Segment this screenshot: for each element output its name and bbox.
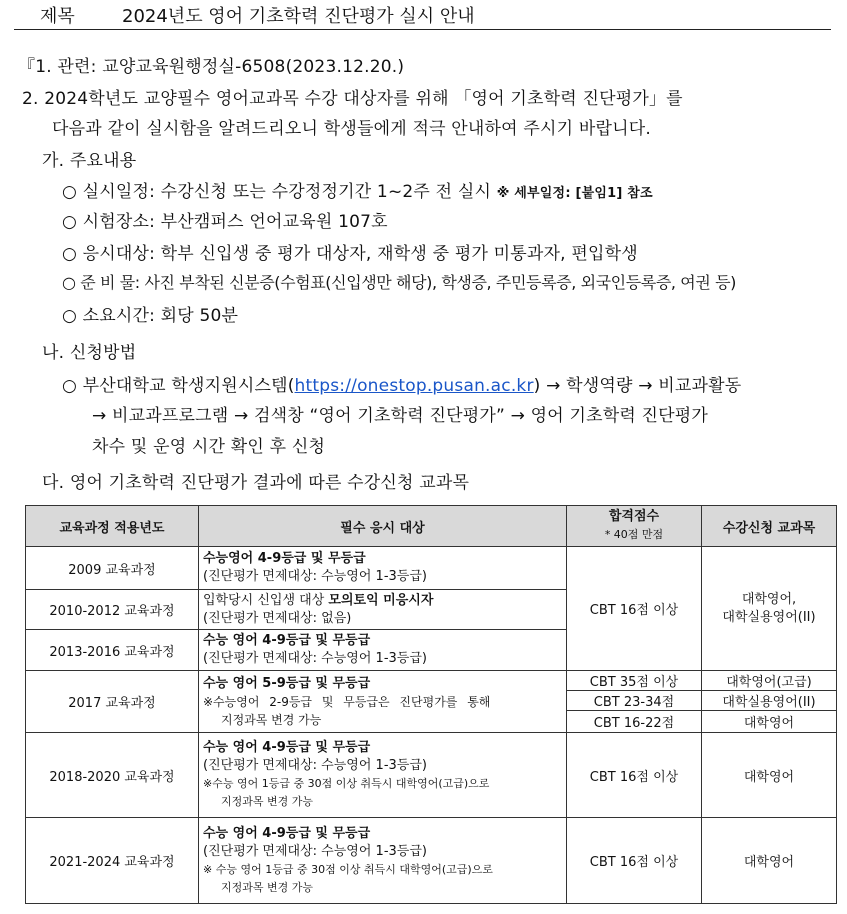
group1-course-2: 대학실용영어(II) — [722, 609, 816, 625]
section-b-heading: 나. 신청방법 — [42, 343, 137, 363]
row-2021-target-4: 지정과목 변경 가능 — [221, 880, 314, 894]
row-2021-course: 대학영어 — [702, 818, 837, 904]
row-2013-target — [199, 630, 567, 671]
row-2013-target-1: 수능 영어 4-9등급 및 무등급 — [203, 633, 371, 648]
schedule-line — [62, 177, 653, 202]
row-2010-target-1-pre: 입학당시 신입생 대상 — [203, 592, 329, 608]
row-2009-target-2: (진단평가 면제대상: 수능영어 1-3등급) — [203, 569, 427, 584]
row-2021-target — [199, 818, 567, 904]
row-2021-year: 2021-2024 교육과정 — [26, 818, 199, 904]
header-course: 수강신청 교과목 — [702, 506, 837, 547]
header-year: 교육과정 적용년도 — [26, 506, 199, 547]
row-2021-target-2: (진단평가 면제대상: 수능영어 1-3등급) — [203, 843, 427, 859]
header-score-label: 합격점수 — [608, 509, 660, 524]
row-2017-score-2: CBT 23-34점 — [567, 691, 702, 711]
row-2010-target-1-bold: 모의토익 미응시자 — [328, 592, 434, 608]
document-title: 2024년도 영어 기초학력 진단평가 실시 안내 — [122, 6, 475, 27]
apply-line-1-pre: ○ 부산대학교 학생지원시스템( — [62, 376, 295, 396]
row-2021-score: CBT 16점 이상 — [567, 818, 702, 904]
row-2017-score-1: CBT 35점 이상 — [567, 671, 702, 691]
group1-course-1: 대학영어, — [741, 591, 797, 607]
row-2018-target — [199, 733, 567, 818]
row-2017-target-1: 수능 영어 5-9등급 및 무등급 — [203, 675, 371, 691]
row-2010-target-2: (진단평가 면제대상: 없음) — [203, 610, 352, 626]
row-2013-target-2: (진단평가 면제대상: 수능영어 1-3등급) — [203, 651, 427, 666]
row-2017-year: 2017 교육과정 — [26, 671, 199, 733]
apply-line-1 — [62, 371, 741, 396]
header-target: 필수 응시 대상 — [199, 506, 567, 547]
section-a-heading: 가. 주요내용 — [42, 151, 137, 171]
group1-score: CBT 16점 이상 — [567, 547, 702, 671]
section-c-heading: 다. 영어 기초학력 진단평가 결과에 따른 수강신청 교과목 — [42, 473, 470, 493]
header-score-note: * 40점 만점 — [604, 528, 664, 541]
venue-line: ○ 시험장소: 부산캠퍼스 언어교육원 107호 — [62, 212, 388, 232]
header-score — [567, 506, 702, 547]
row-2018-target-1: 수능 영어 4-9등급 및 무등급 — [203, 740, 371, 755]
apply-line-2: → 비교과프로그램 → 검색창 “영어 기초학력 진단평가” → 영어 기초학력 진단평가 — [92, 406, 709, 426]
table-row — [26, 547, 837, 590]
onestop-link[interactable]: https://onestop.pusan.ac.kr — [294, 376, 534, 396]
row-2018-target-4: 지정과목 변경 가능 — [221, 795, 314, 808]
table-row — [26, 671, 837, 691]
row-2009-target-1: 수능영어 4-9등급 및 무등급 — [203, 551, 366, 566]
row-2009-year: 2009 교육과정 — [26, 547, 199, 590]
row-2009-target — [199, 547, 567, 590]
group1-course — [702, 547, 837, 671]
row-2017-target-3: 지정과목 변경 가능 — [221, 712, 322, 727]
row-2021-target-1: 수능 영어 4-9등급 및 무등급 — [203, 825, 371, 841]
title-divider — [14, 29, 831, 30]
eligibility-line: ○ 응시대상: 학부 신입생 중 평가 대상자, 재학생 중 평가 미통과자, 편입학생 — [62, 244, 638, 264]
item-1-reference: 『1. 관련: 교양교육원행정실-6508(2023.12.20.) — [18, 57, 405, 77]
row-2017-course-3: 대학영어 — [702, 711, 837, 733]
materials-line: ○ 준 비 물: 사진 부착된 신분증(수험표(신입생만 해당), 학생증, 주민등록증, 외국인등록증, 여권 등) — [62, 273, 736, 292]
row-2018-target-2: (진단평가 면제대상: 수능영어 1-3등급) — [203, 758, 427, 773]
row-2017-course-1: 대학영어(고급) — [702, 671, 837, 691]
row-2010-target-1 — [203, 592, 562, 610]
item-2-line-2: 다음과 같이 실시함을 알려드리오니 학생들에게 적극 안내하여 주시기 바랍니다. — [52, 119, 651, 139]
row-2010-year: 2010-2012 교육과정 — [26, 590, 199, 630]
row-2017-course-2: 대학실용영어(II) — [702, 691, 837, 711]
row-2021-target-3: ※ 수능 영어 1등급 중 30점 이상 취득시 대학영어(고급)으로 — [203, 862, 493, 876]
row-2017-target-2: ※수능영어 2-9등급 및 무등급은 진단평가를 통해 — [203, 694, 491, 709]
duration-line: ○ 소요시간: 회당 50분 — [62, 306, 239, 326]
schedule-note: ※ 세부일정: [붙임1] 참조 — [496, 186, 653, 201]
row-2018-target-3: ※수능 영어 1등급 중 30점 이상 취득시 대학영어(고급)으로 — [203, 777, 490, 790]
apply-line-3: 차수 및 운영 시간 확인 후 신청 — [92, 437, 326, 457]
title-label: 제목 — [40, 6, 75, 27]
item-2-line-1: 2. 2024학년도 교양필수 영어교과목 수강 대상자를 위해 「영어 기초학력 진단평가」를 — [22, 89, 683, 109]
apply-line-1-post: ) → 학생역량 → 비교과활동 — [533, 376, 742, 396]
row-2017-target — [199, 671, 567, 733]
table-row — [26, 733, 837, 818]
row-2018-year: 2018-2020 교육과정 — [26, 733, 199, 818]
schedule-text: ○ 실시일정: 수강신청 또는 수강정정기간 1~2주 전 실시 — [62, 182, 492, 202]
row-2010-target — [199, 590, 567, 630]
row-2018-course: 대학영어 — [702, 733, 837, 818]
table-header-row — [26, 506, 837, 547]
row-2018-score: CBT 16점 이상 — [567, 733, 702, 818]
row-2017-score-3: CBT 16-22점 — [567, 711, 702, 733]
table-row — [26, 818, 837, 904]
row-2013-year: 2013-2016 교육과정 — [26, 630, 199, 671]
course-table — [25, 505, 837, 904]
